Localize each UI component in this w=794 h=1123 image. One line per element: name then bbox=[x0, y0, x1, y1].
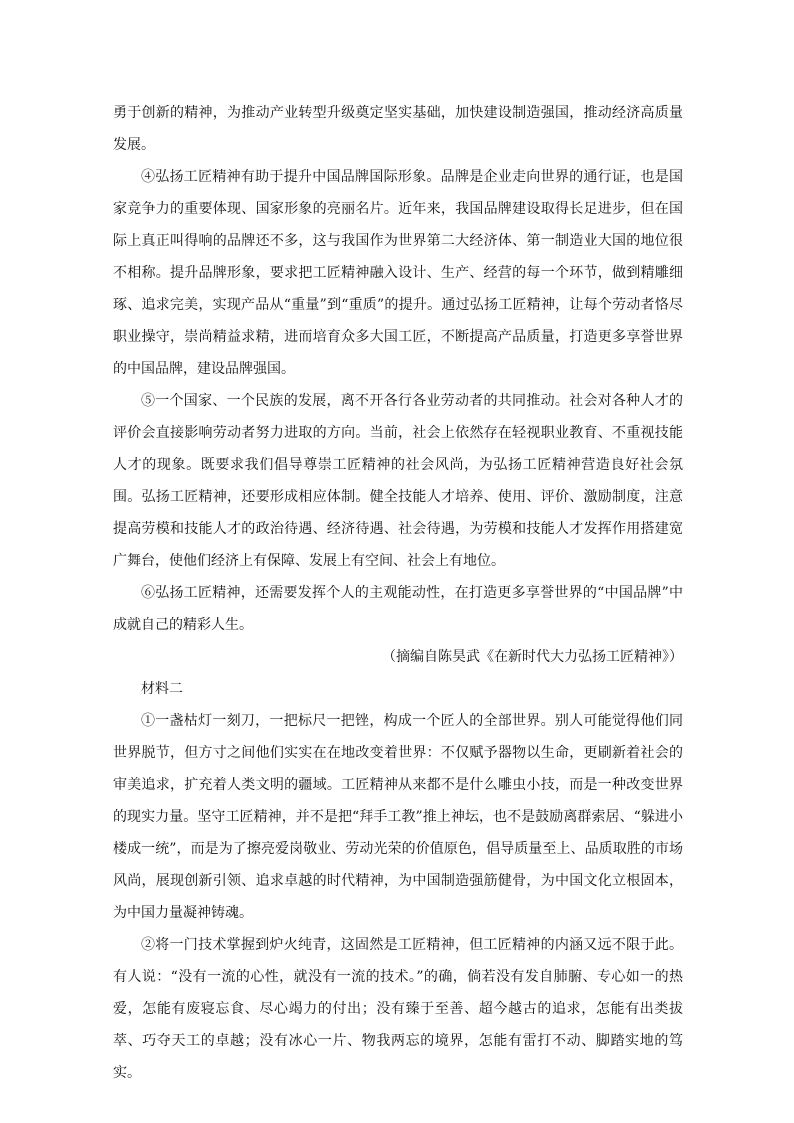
material-two-paragraph-2: ②将一门技术掌握到炉火纯青，这固然是工匠精神，但工匠精神的内涵又远不限于此。有人说：“没有一流的心性，就没有一流的技术。”的确，倘若没有发自肺腑、专心如一的热爱，怎能有废寝忘食、尽心竭力的付出；没有臻于至善、超今越古的追求，怎能有出类拔萃、巧夺天工的卓越；没有冰心一片、物我两忘的境界，怎能有雷打不动、脚踏实地的笃实。 bbox=[113, 937, 683, 1081]
document-page bbox=[113, 97, 683, 1089]
paragraph-6: ⑥弘扬工匠精神，还需要发挥个人的主观能动性，在打造更多享誉世界的“中国品牌”中成就自己的精彩人生。 bbox=[113, 585, 683, 633]
source-citation: （摘编自陈昊武《在新时代大力弘扬工匠精神》） bbox=[382, 649, 683, 665]
paragraph-continuation: 勇于创新的精神，为推动产业转型升级奠定坚实基础，加快建设制造强国，推动经济高质量发展。 bbox=[113, 105, 683, 153]
material-two-heading: 材料二 bbox=[141, 681, 183, 697]
material-two-paragraph-1: ①一盏枯灯一刻刀，一把标尺一把锉，构成一个匠人的全部世界。别人可能觉得他们同世界脱节，但方寸之间他们实实在在地改变着世界：不仅赋予器物以生命，更刷新着社会的审美追求，扩充着人类文明的疆域。工匠精神从来都不是什么雕虫小技，而是一种改变世界的现实力量。坚守工匠精神，并不是把“拜手工教”推上神坛，也不是鼓励离群索居、“躲进小楼成一统”，而是为了擦亮爱岗敬业、劳动光荣的价值原色，倡导质量至上、品质取胜的市场风尚，展现创新引领、追求卓越的时代精神，为中国制造强筋健骨，为中国文化立根固本，为中国力量凝神铸魂。 bbox=[113, 713, 683, 921]
paragraph-5: ⑤一个国家、一个民族的发展，离不开各行各业劳动者的共同推动。社会对各种人才的评价会直接影响劳动者努力进取的方向。当前，社会上依然存在轻视职业教育、不重视技能人才的现象。既要求我们倡导尊崇工匠精神的社会风尚，为弘扬工匠精神营造良好社会氛围。弘扬工匠精神，还要形成相应体制。健全技能人才培养、使用、评价、激励制度，注意提高劳模和技能人才的政治待遇、经济待遇、社会待遇，为劳模和技能人才发挥作用搭建宽广舞台，使他们经济上有保障、发展上有空间、社会上有地位。 bbox=[113, 393, 683, 569]
paragraph-4: ④弘扬工匠精神有助于提升中国品牌国际形象。品牌是企业走向世界的通行证，也是国家竞争力的重要体现、国家形象的亮丽名片。近年来，我国品牌建设取得长足进步，但在国际上真正叫得响的品牌还不多，这与我国作为世界第二大经济体、第一制造业大国的地位很不相称。提升品牌形象，要求把工匠精神融入设计、生产、经营的每一个环节，做到精雕细琢、追求完美，实现产品从“重量”到“重质”的提升。通过弘扬工匠精神，让每个劳动者恪尽职业操守，崇尚精益求精，进而培育众多大国工匠，不断提高产品质量，打造更多享誉世界的中国品牌，建设品牌强国。 bbox=[113, 169, 683, 377]
